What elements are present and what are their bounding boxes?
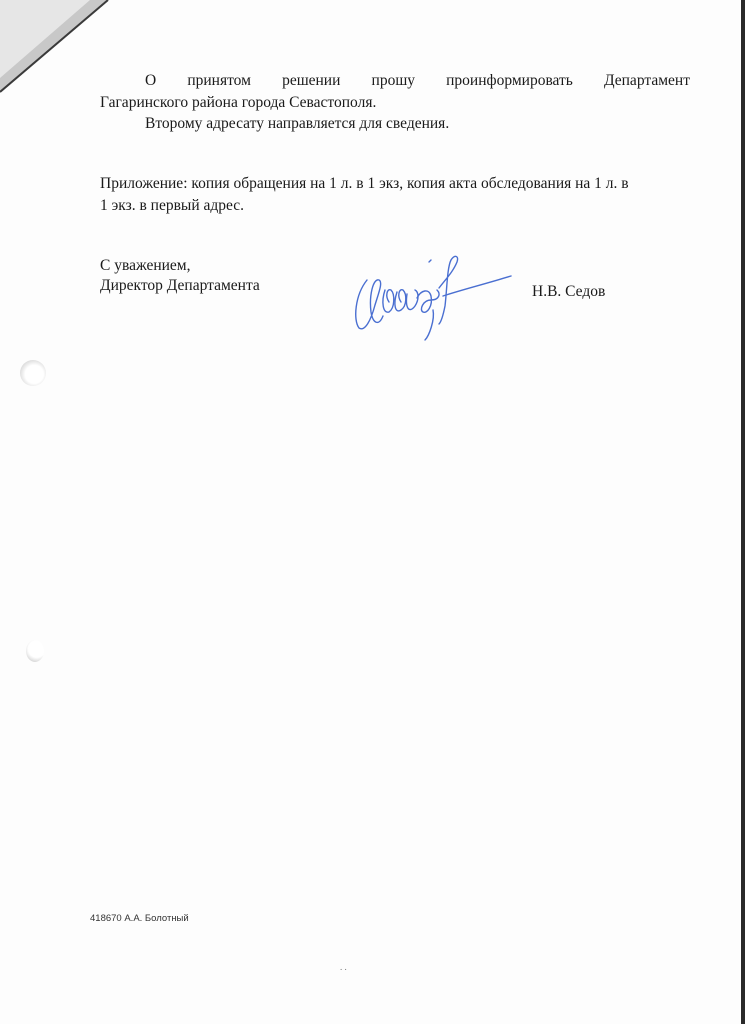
signature-strokes	[356, 256, 511, 340]
executor-note: 418670 А.А. Болотный	[90, 913, 189, 924]
word: решении	[282, 72, 341, 89]
scan-right-edge	[741, 0, 745, 1024]
decision-paragraph-line1	[100, 70, 690, 92]
handwritten-signature	[345, 250, 515, 345]
decision-paragraph-line2: Гагаринского района города Севастополя.	[100, 94, 377, 111]
closing-greeting: С уважением,	[100, 257, 191, 274]
scan-specks: . .	[340, 962, 347, 972]
decision-paragraph	[100, 70, 690, 114]
word: О	[145, 72, 157, 89]
annex-line2: 1 экз. в первый адрес.	[100, 197, 245, 214]
signer-position: Директор Департамента	[100, 277, 260, 294]
annex-line1: Приложение: копия обращения на 1 л. в 1 экз, копия акта обследования на 1 л. в	[100, 175, 629, 192]
second-addressee-paragraph: Второму адресату направляется для сведения.	[145, 115, 450, 132]
annex-paragraph	[100, 173, 692, 217]
signer-name: Н.В. Седов	[532, 283, 606, 300]
punch-hole	[26, 640, 44, 662]
word: принятом	[187, 72, 251, 89]
word: прошу	[371, 72, 416, 89]
punch-hole	[20, 360, 46, 386]
word: проинформировать	[446, 72, 573, 89]
word: Департамент	[604, 72, 690, 89]
scan-corner-fold	[0, 0, 110, 95]
